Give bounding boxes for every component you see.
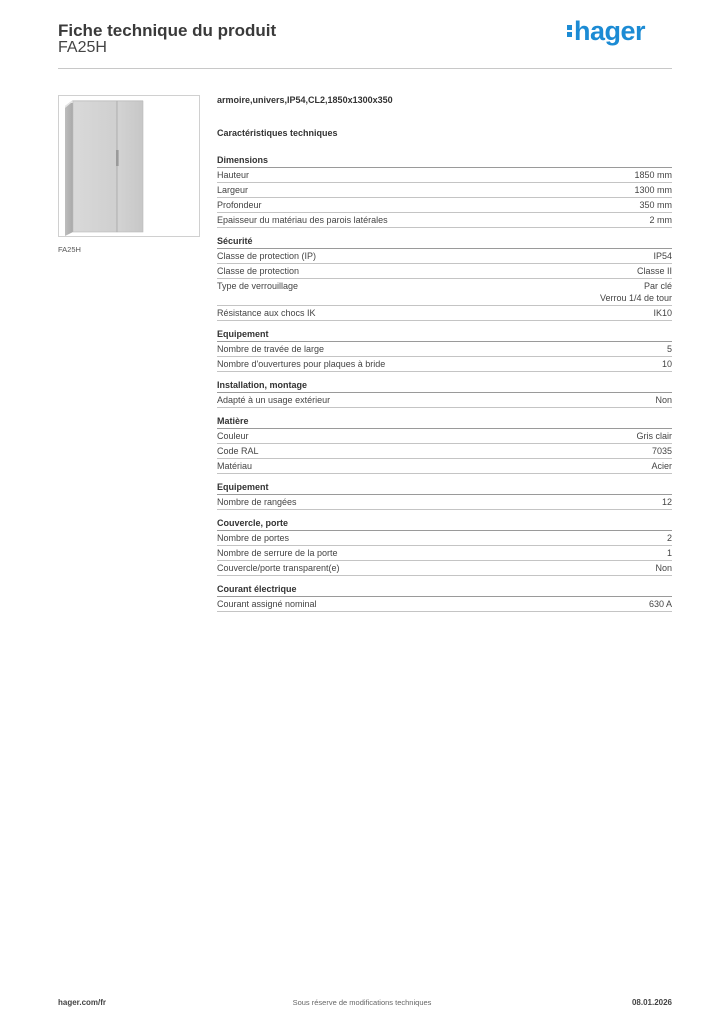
spec-row [217,213,672,228]
spec-value: Acier [651,461,672,471]
spec-row [217,264,672,279]
spec-label: Code RAL [217,446,259,456]
spec-group-equipement [217,328,672,372]
spec-group-courant [217,583,672,612]
spec-label: Couleur [217,431,249,441]
spec-value: 1300 mm [634,185,672,195]
spec-label: Nombre de portes [217,533,290,543]
spec-value: 5 [666,344,672,354]
spec-row [217,597,672,612]
logo-wordmark: hager [574,16,646,46]
footer-website: hager.com/fr [58,998,107,1007]
spec-group-equipement-2 [217,481,672,510]
spec-label: Classe de protection [217,266,300,276]
spec-value: Non [655,395,672,405]
group-title: Matière [217,415,672,429]
spec-label: Nombre de serrure de la porte [217,548,338,558]
spec-group-couvercle-porte [217,517,672,576]
spec-value: 10 [661,359,672,369]
image-caption: FA25H [58,245,81,254]
spec-value: Classe II [636,266,672,276]
group-title: Equipement [217,481,672,495]
group-title: Courant électrique [217,583,672,597]
spec-value: Gris clair [636,431,672,441]
spec-row [217,495,672,510]
spec-row [217,198,672,213]
spec-label: Hauteur [217,170,250,180]
spec-row [217,357,672,372]
spec-row [217,393,672,408]
spec-row [217,531,672,546]
spec-value: 1850 mm [634,170,672,180]
spec-label: Adapté à un usage extérieur [217,395,331,405]
spec-value: IK10 [653,308,672,318]
spec-row [217,459,672,474]
spec-value: 2 [666,533,672,543]
spec-value: 630 A [648,599,672,609]
specifications [217,95,672,619]
spec-value: 2 mm [649,215,672,225]
spec-label: Nombre de rangées [217,497,297,507]
spec-row [217,561,672,576]
spec-row [217,168,672,183]
spec-row [217,306,672,321]
spec-row [217,444,672,459]
header-divider [58,68,672,69]
group-title: Equipement [217,328,672,342]
spec-group-installation [217,379,672,408]
spec-label: Matériau [217,461,253,471]
spec-label: Nombre de travée de large [217,344,325,354]
group-title: Couvercle, porte [217,517,672,531]
spec-label: Largeur [217,185,249,195]
spec-label: Nombre d'ouvertures pour plaques à bride [217,359,386,369]
spec-value: IP54 [653,251,672,261]
spec-row [217,279,672,306]
spec-row [217,546,672,561]
spec-group-dimensions [217,154,672,228]
spec-label: Couvercle/porte transparent(e) [217,563,340,573]
spec-label: Profondeur [217,200,262,210]
spec-label: Type de verrouillage [217,281,299,291]
spec-value: 7035 [651,446,672,456]
logo-dots-icon [567,23,572,39]
spec-row [217,342,672,357]
spec-label: Résistance aux chocs IK [217,308,316,318]
product-image [58,95,200,237]
spec-value: 12 [661,497,672,507]
spec-row [217,249,672,264]
group-title: Installation, montage [217,379,672,393]
spec-value: Par clé Verrou 1/4 de tour [599,281,672,303]
spec-row [217,429,672,444]
spec-label: Epaisseur du matériau des parois latérales [217,215,388,225]
cabinet-image-icon [59,96,199,236]
page-title: Fiche technique du produit [58,21,277,40]
footer-disclaimer: Sous réserve de modifications techniques [292,998,432,1007]
spec-label: Classe de protection (IP) [217,251,317,261]
hager-logo [567,16,645,47]
spec-group-matiere [217,415,672,474]
product-reference: FA25H [58,39,107,56]
group-title: Dimensions [217,154,672,168]
spec-value: Non [655,563,672,573]
footer-date: 08.01.2026 [631,998,672,1007]
spec-value: 1 [666,548,672,558]
spec-row [217,183,672,198]
spec-label: Courant assigné nominal [217,599,317,609]
spec-value: 350 mm [639,200,672,210]
group-title: Sécurité [217,235,672,249]
product-description: armoire,univers,IP54,CL2,1850x1300x350 [217,95,393,105]
section-title: Caractéristiques techniques [217,128,338,138]
spec-group-securite [217,235,672,321]
